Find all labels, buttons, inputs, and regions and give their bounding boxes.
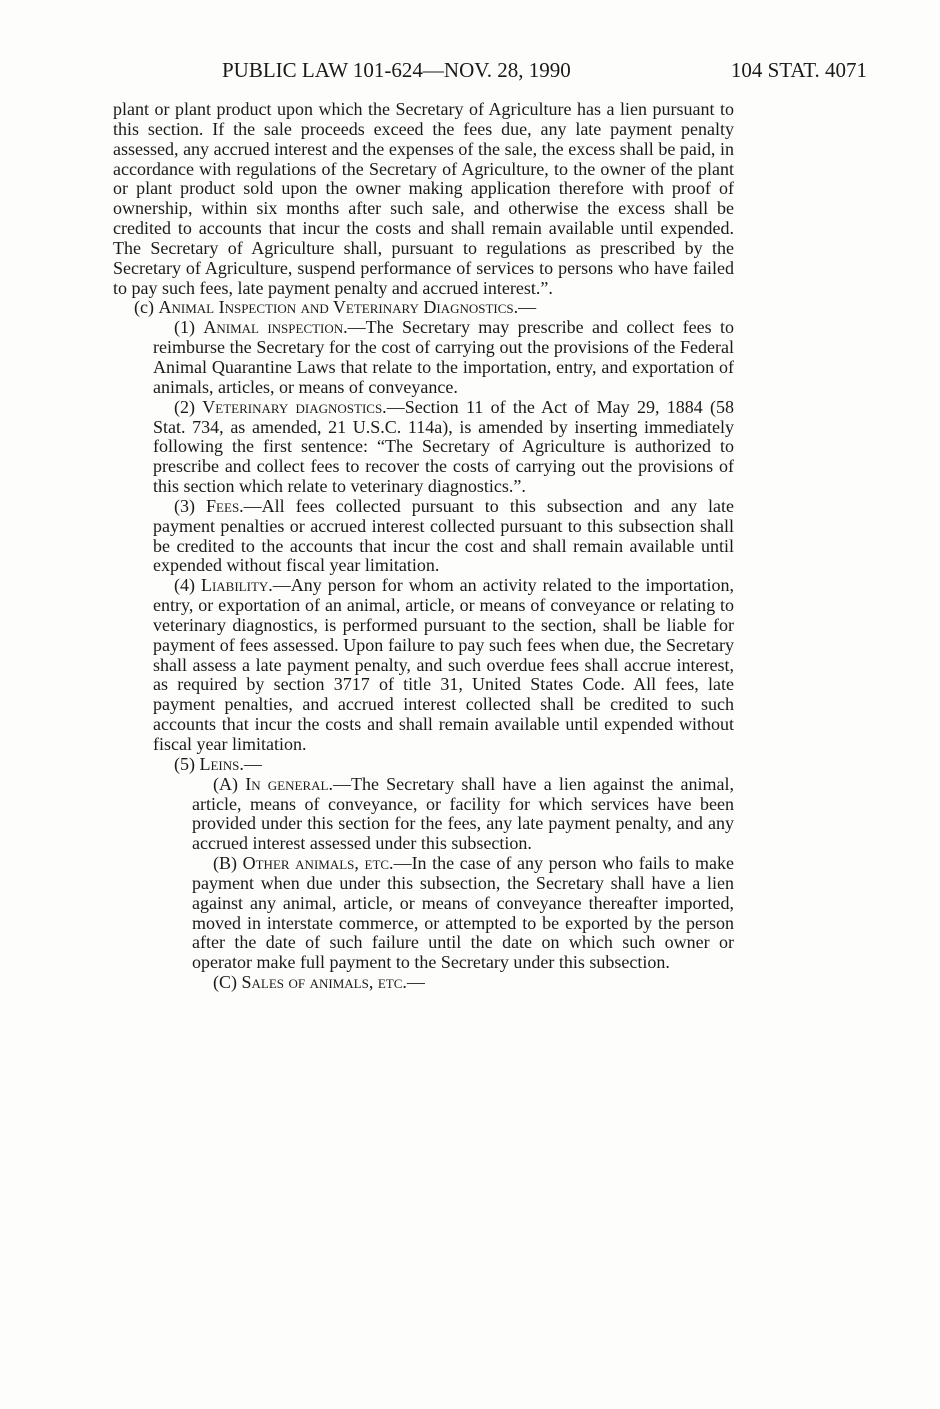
- paragraph-4-heading: Liability.: [200, 575, 273, 596]
- subparagraph-a-label: (A): [213, 773, 246, 794]
- paragraph-5: [153, 755, 734, 775]
- section-c-paragraphs: [113, 318, 734, 774]
- subparagraph-b: [192, 854, 734, 973]
- paragraph-1-text: —The Secretary may prescribe and collect fees to reimburse the Secretary for the cost of carrying out the provisions of the Federal Animal Quarantine Laws that relate to the importation, entry, and exportation of animals, articles, or means of conveyance.: [153, 317, 734, 397]
- paragraph-2-heading: Veterinary diagnostics.: [202, 396, 387, 417]
- public-law-citation: PUBLIC LAW 101-624—NOV. 28, 1990: [222, 58, 571, 82]
- paragraph-1: [153, 318, 734, 397]
- subparagraph-b-heading: Other animals, etc.: [242, 853, 394, 874]
- paragraph-3-label: (3): [174, 495, 207, 516]
- paragraph-3-heading: Fees.: [206, 495, 244, 516]
- paragraph-4-text: —Any person for whom an activity related to the importation, entry, or exportation of an animal, article, or means of conveyance or relating to veterinary diagnostics, is performed pursuant to the section, shall be liable for payment of fees assessed. Upon failure to pay such fees when due, the Secretary shall assess a late payment penalty, and such overdue fees shall accrue interest, as required by section 3717 of title 31, United States Code. All fees, late payment penalties, and accrued interest collected shall be credited to such accounts that incur the costs and shall remain available until expended without fiscal year limitation.: [153, 575, 734, 754]
- subparagraph-a: [192, 775, 734, 854]
- paragraph-1-label: (1): [174, 317, 204, 338]
- statute-page-number: 104 STAT. 4071: [730, 58, 867, 82]
- section-c-title: Animal Inspection and Veterinary Diagnostics.—: [158, 297, 537, 318]
- continuation-paragraph: plant or plant product upon which the Secretary of Agriculture has a lien pursuant to this section. If the sale proceeds exceed the fees due, any late payment penalty assessed, any accrued interest and the expenses of the sale, the excess shall be paid, in accordance with regulations of the Secretary of Agriculture, to the owner of the plant or plant product sold upon the owner making application therefore with proof of ownership, within six months after such sale, and otherwise the excess shall be credited to accounts that incur the costs and shall remain available until expended. The Secretary of Agriculture shall, pursuant to regulations as prescribed by the Secretary of Agriculture, suspend performance of services to persons who have failed to pay such fees, late payment penalty and accrued interest.”.: [113, 99, 734, 298]
- paragraph-5-subparagraphs: [113, 775, 734, 993]
- subparagraph-b-text: —In the case of any person who fails to make payment when due under this subsection, the Secretary shall have a lien against any animal, article, or means of conveyance thereafter imported, moved in interstate commerce, or attempted to be exported by the person after the date of such failure until the date on which such owner or operator make full payment to the Secretary under this subsection.: [192, 853, 734, 973]
- paragraph-2: [153, 398, 734, 497]
- paragraph-3-text: —All fees collected pursuant to this subsection and any late payment penalties or accrued interest collected pursuant to this subsection shall be credited to the accounts that incur the cost and shall remain available until expended without fiscal year limitation.: [153, 495, 734, 576]
- subparagraph-c-label: (C): [213, 972, 242, 993]
- paragraph-3: [153, 497, 734, 576]
- paragraph-2-label: (2): [174, 396, 203, 417]
- paragraph-4-label: (4): [174, 575, 201, 596]
- section-c-heading: [113, 298, 734, 318]
- paragraph-5-label: (5): [174, 753, 200, 774]
- paragraph-5-heading: Leins.—: [199, 753, 262, 774]
- subparagraph-c-heading: Sales of animals, etc.—: [241, 972, 425, 993]
- paragraph-1-heading: Animal inspection.: [203, 317, 348, 338]
- subparagraph-a-text: —The Secretary shall have a lien against the animal, article, means of conveyance, or facility for which services have been provided under this section for the fees, any late payment penalty, and any accrued interest assessed under this subsection.: [192, 773, 734, 854]
- subparagraph-c: [192, 973, 734, 993]
- subparagraph-b-label: (B): [213, 853, 243, 874]
- subparagraph-a-heading: In general.: [245, 773, 333, 794]
- document-body: [113, 100, 734, 993]
- section-c-label: (c): [134, 297, 159, 318]
- page-header: [0, 58, 940, 88]
- paragraph-2-text: —Section 11 of the Act of May 29, 1884 (58 Stat. 734, as amended, 21 U.S.C. 114a), is amended by inserting immediately following the first sentence: “The Secretary of Agriculture is authorized to prescribe and collect fees to recover the costs of carrying out the provisions of this section which relate to veterinary diagnostics.”.: [153, 396, 734, 497]
- paragraph-4: [153, 576, 734, 755]
